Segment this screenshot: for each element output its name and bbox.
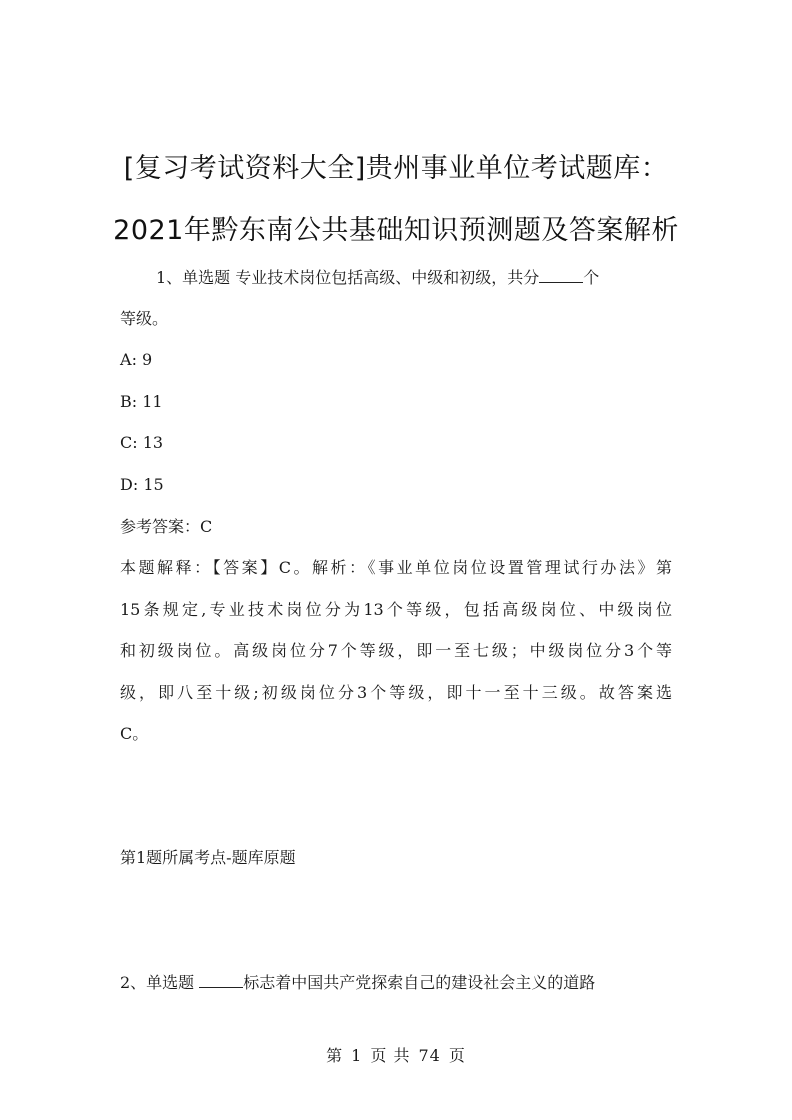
option-b: B: 11 — [120, 392, 163, 411]
option-d: D: 15 — [120, 475, 164, 494]
question-2-stem-line-1 — [120, 973, 595, 993]
option-d-label: D — [120, 475, 133, 494]
question-1-source: 第1题所属考点-题库原题 — [120, 848, 296, 867]
explanation-line-3: 和初级岗位。高级岗位分7个等级，即一至七级；中级岗位分3个等 — [120, 641, 672, 660]
document-title-line-2: 2021年黔东南公共基础知识预测题及答案解析 — [113, 215, 679, 246]
question-2-stem-prefix: 2、单选题 — [120, 973, 200, 992]
option-a-text: 9 — [142, 350, 153, 369]
question-1-stem-suffix: 个 — [583, 268, 600, 287]
reference-answer-label: 参考答案： — [120, 517, 201, 536]
option-d-text: 15 — [143, 475, 164, 494]
question-2-stem-text: 标志着中国共产党探索自己的建设社会主义的道路 — [243, 973, 596, 992]
reference-answer — [120, 517, 212, 537]
question-1-stem-line-2: 等级。 — [120, 309, 169, 328]
explanation-line-2: 15条规定,专业技术岗位分为13个等级，包括高级岗位、中级岗位 — [120, 600, 672, 619]
document-title-line-1: [复习考试资料大全]贵州事业单位考试题库： — [123, 153, 669, 184]
explanation-line-4: 级，即八至十级;初级岗位分3个等级，即十一至十三级。故答案选 — [120, 683, 672, 702]
question-1-stem-text: 1、单选题 专业技术岗位包括高级、中级和初级，共分 — [156, 268, 540, 287]
option-b-text: 11 — [142, 392, 163, 411]
reference-answer-value: C — [200, 517, 213, 536]
page-number: 1 — [351, 1046, 363, 1065]
total-pages: 74 — [418, 1046, 441, 1065]
footer-label-post: 页 — [448, 1046, 466, 1065]
explanation-line-1: 本题解释：【答案】C。解析：《事业单位岗位设置管理试行办法》第 — [120, 558, 672, 577]
answer-blank — [199, 973, 243, 988]
answer-blank — [539, 268, 583, 283]
explanation-line-5: C。 — [120, 724, 149, 743]
option-a: A: 9 — [120, 350, 153, 369]
option-c-text: 13 — [142, 433, 164, 452]
page-footer — [0, 1043, 792, 1066]
option-b-label: B — [120, 392, 132, 411]
footer-label-mid: 页 共 — [370, 1046, 411, 1065]
option-c-label: C — [120, 433, 133, 452]
footer-label-pre: 第 — [326, 1046, 344, 1065]
question-1-stem-line-1 — [156, 268, 599, 288]
option-a-label: A — [120, 350, 132, 369]
option-c: C: 13 — [120, 433, 164, 452]
